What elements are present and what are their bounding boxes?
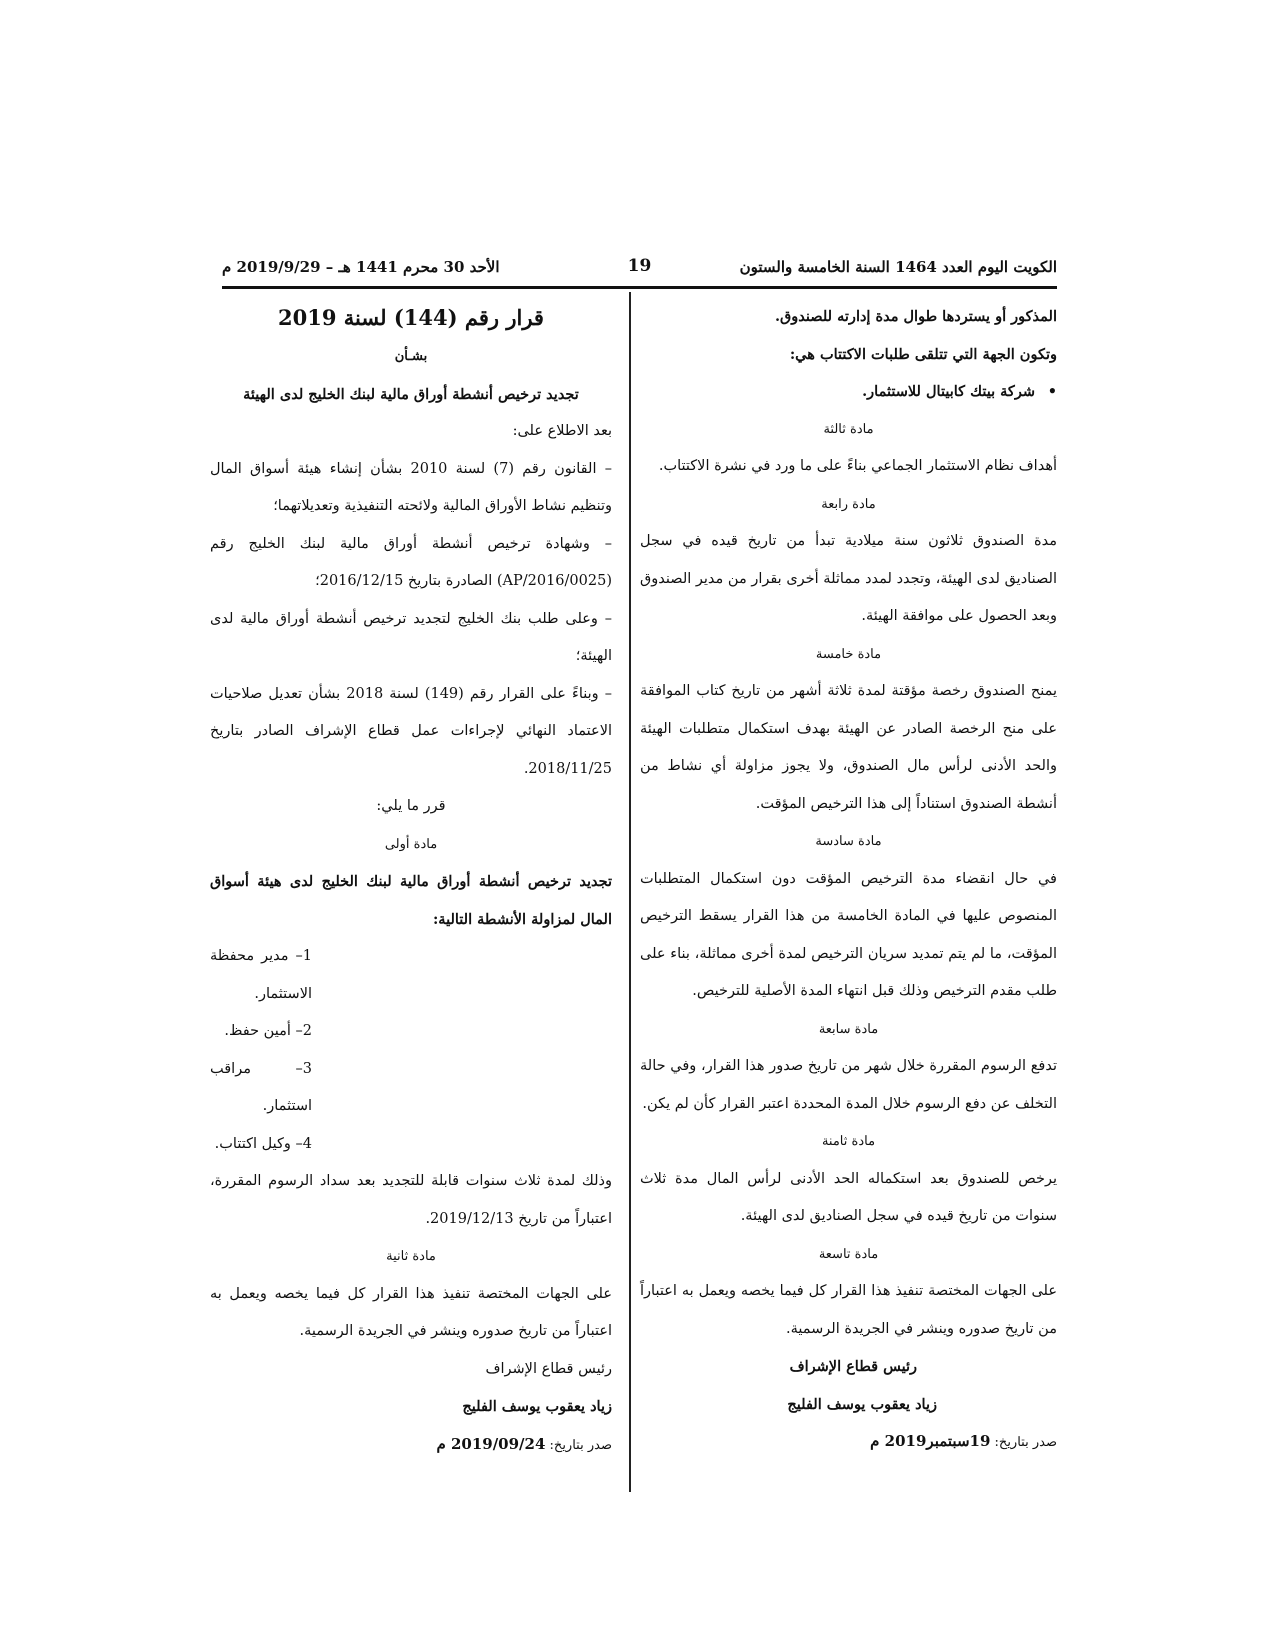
- article-heading: مادة أولى: [384, 836, 438, 852]
- decision-subtitle: بشـأن: [394, 349, 428, 364]
- article-heading: مادة ثالثة: [823, 421, 874, 437]
- bullet-item: • شركة بيتك كابيتال للاستثمار.: [640, 373, 1057, 411]
- preamble-item: – وشهادة ترخيص أنشطة أوراق مالية لبنك الخليج رقم (AP/2016/0025) الصادرة بتاريخ 2016/12/15؛: [210, 535, 612, 589]
- paragraph: المذكور أو يستردها طوال مدة إدارته للصندوق.: [775, 308, 1057, 325]
- article-heading: مادة سادسة: [815, 834, 882, 849]
- issue-date: [210, 1426, 612, 1465]
- article-text: أهداف نظام الاستثمار الجماعي بناءً على ما ورد في نشرة الاكتتاب.: [658, 458, 1057, 474]
- header-date: الأحد 30 محرم 1441 هـ – 2019/9/29 م: [222, 258, 500, 276]
- article-heading: مادة رابعة: [821, 496, 876, 512]
- decision-subject: تجديد ترخيص أنشطة أوراق مالية لبنك الخليج لدى الهيئة: [243, 385, 579, 403]
- signature-title: رئيس قطاع الإشراف: [485, 1360, 612, 1377]
- activity-item: 4– وكيل اكتتاب.: [214, 1135, 312, 1152]
- article-text: في حال انقضاء مدة الترخيص المؤقت دون استكمال المتطلبات المنصوص عليها في المادة الخامسة من هذا القرار يسقط الترخيص المؤقت، ما لم يتم تمديد سريان الترخيص لمدة أخرى مماثلة، بناء على طلب مقدم الترخيص وذلك قبل انتهاء المدة الأصلية للترخيص.: [640, 870, 1057, 999]
- page-number: 19: [627, 256, 652, 276]
- article-text: على الجهات المختصة تنفيذ هذا القرار كل فيما يخصه ويعمل به اعتباراً من تاريخ صدوره وينشر في الجريدة الرسمية.: [210, 1285, 612, 1339]
- issue-date-value: 19سبتمبر2019 م: [870, 1432, 991, 1450]
- activity-item: 3– مراقب استثمار.: [210, 1060, 312, 1114]
- article-text: تدفع الرسوم المقررة خلال شهر من تاريخ صدور هذا القرار، وفي حالة التخلف عن دفع الرسوم خلال المدة المحددة اعتبر القرار كأن لم يكن.: [640, 1058, 1057, 1112]
- preamble-item: – وبناءً على القرار رقم (149) لسنة 2018 بشأن تعديل صلاحيات الاعتماد النهائي لإجراءات عمل قطاع الإشراف الصادر بتاريخ 2018/11/25.: [210, 685, 612, 777]
- article-text: يرخص للصندوق بعد استكماله الحد الأدنى لرأس المال مدة ثلاث سنوات من تاريخ قيده في سجل الصناديق لدى الهيئة.: [640, 1170, 1057, 1224]
- article-text: وذلك لمدة ثلاث سنوات قابلة للتجديد بعد سداد الرسوم المقررة، اعتباراً من تاريخ 2019/12/13.: [210, 1173, 612, 1227]
- signature-name: زياد يعقوب يوسف الفليج: [787, 1395, 937, 1413]
- article-heading: مادة تاسعة: [818, 1246, 879, 1262]
- right-column: [640, 298, 1057, 1462]
- activity-item: 2– أمين حفظ.: [224, 1023, 312, 1039]
- article-text: مدة الصندوق ثلاثون سنة ميلادية تبدأ من تاريخ قيده في سجل الصناديق لدى الهيئة، وتجدد لمدد مماثلة أخرى بقرار من مدير الصندوق وبعد الحصول على موافقة الهيئة.: [640, 533, 1057, 624]
- article-heading: مادة ثانية: [386, 1249, 436, 1264]
- signature-title: رئيس قطاع الإشراف: [789, 1358, 917, 1375]
- article-text: يمنح الصندوق رخصة مؤقتة لمدة ثلاثة أشهر من تاريخ كتاب الموافقة على منح الرخصة الصادر عن الهيئة بهدف استكمال متطلبات الهيئة والحد الأدنى لرأس مال الصندوق، ولا يجوز مزاولة أي نشاط من أنشطة الصندوق استناداً إلى هذا الترخيص المؤقت.: [640, 683, 1057, 812]
- article-heading: مادة سابعة: [818, 1021, 879, 1037]
- issue-date-label: صدر بتاريخ:: [994, 1435, 1057, 1450]
- left-column: [210, 298, 612, 1464]
- paragraph: وتكون الجهة التي تتلقى طلبات الاكتتاب هي:: [789, 345, 1057, 363]
- column-divider: [629, 292, 631, 1492]
- article-heading: مادة ثامنة: [821, 1134, 876, 1149]
- issue-date: [640, 1423, 1057, 1462]
- preamble-intro: بعد الاطلاع على:: [512, 423, 612, 439]
- issue-date-label: صدر بتاريخ:: [549, 1437, 612, 1453]
- header-rule: [222, 286, 1057, 289]
- preamble-item: – القانون رقم (7) لسنة 2010 بشأن إنشاء هيئة أسواق المال وتنظيم نشاط الأوراق المالية ولائحته التنفيذية وتعديلاتهما؛: [210, 460, 612, 514]
- activity-item: 1– مدير محفظة الاستثمار.: [210, 948, 312, 1002]
- decided-heading: قرر ما يلي:: [376, 798, 446, 814]
- decision-title: قرار رقم (144) لسنة 2019: [278, 305, 544, 330]
- page-header: [222, 258, 1057, 284]
- issue-date-value: 2019/09/24 م: [436, 1434, 546, 1453]
- article-text: على الجهات المختصة تنفيذ هذا القرار كل فيما يخصه ويعمل به اعتباراً من تاريخ صدوره وينشر في الجريدة الرسمية.: [640, 1283, 1057, 1337]
- preamble-item: – وعلى طلب بنك الخليج لتجديد ترخيص أنشطة أوراق مالية لدى الهيئة؛: [210, 610, 612, 664]
- signature-name: زياد يعقوب يوسف الفليج: [462, 1398, 612, 1415]
- article-text: تجديد ترخيص أنشطة أوراق مالية لبنك الخليج لدى هيئة أسواق المال لمزاولة الأنشطة التالية:: [210, 873, 612, 928]
- header-publication: الكويت اليوم العدد 1464 السنة الخامسة والستون: [739, 258, 1057, 276]
- article-heading: مادة خامسة: [815, 646, 882, 662]
